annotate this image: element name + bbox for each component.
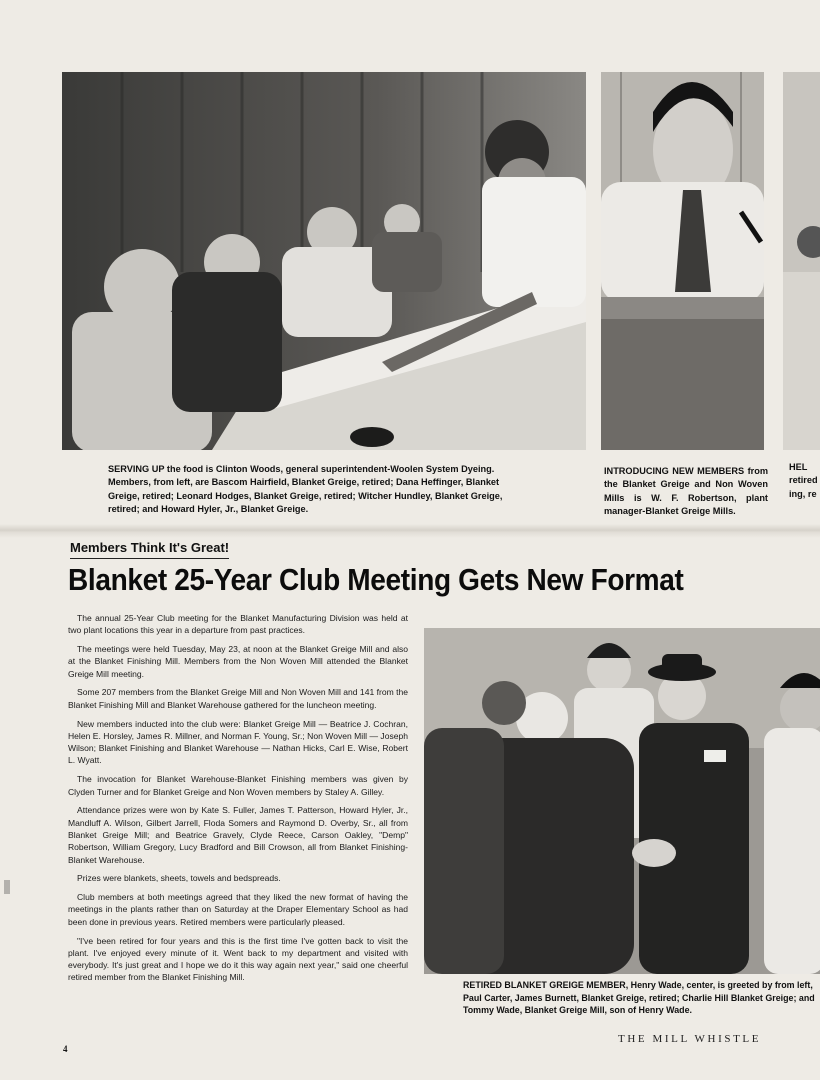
photo-speaker — [601, 72, 764, 450]
caption-text: from the Blanket Greige and Non Woven Mills is W. F. Robertson, plant manager-Blanket Greige Mills. — [604, 466, 768, 517]
article-paragraph: Attendance prizes were won by Kate S. Fuller, James T. Patterson, Howard Hyler, Jr., Mandluff A. Wilson, Gilbert Jarrell, Floda Somers and Raymond D. Overby, Sr., all from Blanket Greige Mill; and Beatrice Gravely, Clyde Reece, Carson Oakley, "Demp" Robertson, William Gregory, Lucy Bradford and Bill Crowson, all from Blanket Finishing-Blanket Warehouse. — [68, 805, 408, 865]
article-paragraph: New members inducted into the club were: Blanket Greige Mill — Beatrice J. Cochran, Helen E. Horsley, James R. Millner, and Norman F. Young, Sr.; Non Woven Mill — Joseph Wilson; Blanket Finishing and Blanket Warehouse — Nathan Hicks, Carl E. Wise, Robert L. Wyatt. — [68, 718, 408, 766]
photo-cropped-right — [783, 72, 820, 450]
publication-name: THE MILL WHISTLE — [618, 1033, 762, 1045]
article-paragraph: "I've been retired for four years and this is the first time I've gotten back to visit the plant. I've enjoyed every minute of it. Went back to my department and visited with everybody. It's just great and I hope we do it this way again next year," said one cheerful retired member from the Blanket Finishing Mill. — [68, 935, 408, 983]
caption-banquet — [108, 463, 533, 519]
caption-lead: RETIRED BLANKET GREIGE MEMBER, — [463, 980, 629, 990]
article-body — [68, 612, 408, 1032]
photo-greeting — [424, 628, 820, 974]
page-number: 4 — [63, 1044, 68, 1054]
caption-lead: SERVING UP — [108, 464, 165, 474]
article-paragraph: Prizes were blankets, sheets, towels and bedspreads. — [77, 873, 281, 884]
caption-greeting — [463, 979, 820, 1021]
caption-text: the food is Clinton Woods, general superintendent-Woolen System Dyeing. Members, from left, are Bascom Hairfield, Blanket Greige, retired; Dana Heffinger, Blanket Greige, retired; Leonard Hodges, Blanket Greige, retired; Witcher Hundley, Blanket Greige, retired; and Howard Hyler, Jr., Blanket Greige. — [108, 464, 503, 515]
headline: Blanket 25-Year Club Meeting Gets New Format — [68, 562, 684, 597]
article-paragraph: The annual 25-Year Club meeting for the Blanket Manufacturing Division was held at two plant locations this year in a departure from past practices. — [68, 613, 408, 636]
paper-fold — [0, 524, 820, 538]
print-smudge — [4, 880, 10, 894]
photo-banquet — [62, 72, 586, 450]
article-paragraph: The invocation for Blanket Warehouse-Blanket Finishing members was given by Clyden Turner and for Blanket Greige and Non Woven members by Staley A. Gilley. — [68, 774, 408, 797]
article-paragraph: The meetings were held Tuesday, May 23, at noon at the Blanket Greige Mill and also at the Blanket Finishing Mill. Members from the Non Woven Mill attended the Blanket Greige Mill meeting. — [68, 644, 408, 679]
caption-lead: INTRODUCING NEW MEMBERS — [604, 466, 745, 476]
article-paragraph: Club members at both meetings agreed that they liked the new format of having the meetings in the plants rather than on Saturday at the Draper Elementary School as had been done in previous years. Retired members were particularly pleased. — [68, 892, 408, 927]
article-paragraph: Some 207 members from the Blanket Greige Mill and Non Woven Mill and 141 from the Blanket Finishing Mill and Blanket Warehouse gathered for the luncheon meeting. — [68, 687, 408, 710]
kicker: Members Think It's Great! — [70, 540, 229, 559]
caption-text: Henry Wade, center, is greeted by from left, Paul Carter, James Burnett, Blanket Greige, retired; Charlie Hill Blanket Greige; and Tommy Wade, Blanket Greige Mill, son of Henry Wade. — [463, 980, 815, 1016]
caption-text: HEL retired ing, re — [789, 462, 818, 499]
caption-cropped — [789, 461, 819, 501]
